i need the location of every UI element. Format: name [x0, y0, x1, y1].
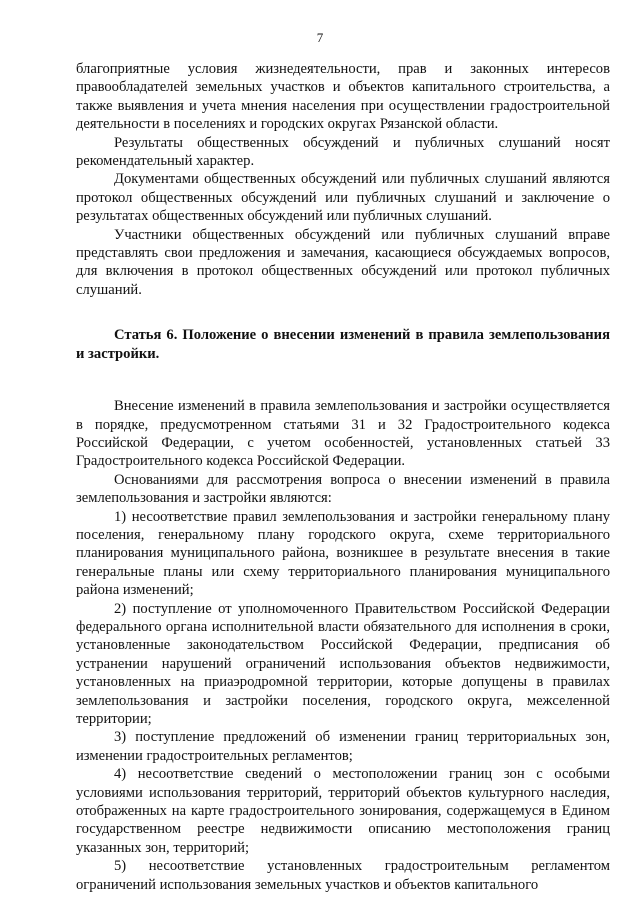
- list-item: 4) несоответствие сведений о местоположении границ зон с особыми условиями использования территорий, территорий объектов культурного наследия, отображенных на карте градостроительного зонирования, содержащемуся в Едином государственном реестре недвижимости описанию местоположения границ указанных зон, территорий;: [76, 766, 610, 856]
- article-heading: Статья 6. Положение о внесении изменений в правила землепользования и застройки.: [76, 327, 610, 362]
- document-body: [76, 60, 610, 894]
- list-item: 1) несоответствие правил землепользования и застройки генеральному плану поселения, генеральному плану городского округа, схеме территориального планирования муниципального района, возникшее в результате внесения в такие генеральные планы или схему территориального планирования муниципального района изменений;: [76, 508, 610, 599]
- paragraph: Основаниями для рассмотрения вопроса о внесении изменений в правила землепользования и застройки являются:: [76, 471, 610, 507]
- list-item: 5) несоответствие установленных градостроительным регламентом ограничений использования земельных участков и объектов капитального: [76, 858, 610, 893]
- list-item: 3) поступление предложений об изменении границ территориальных зон, изменении градостроительных регламентов;: [76, 729, 610, 764]
- page-number: 7: [316, 30, 324, 45]
- paragraph: Внесение изменений в правила землепользования и застройки осуществляется в порядке, предусмотренном статьями 31 и 32 Градостроительного кодекса Российской Федерации, с учетом особенностей, установленных статьей 33 Градостроительного кодекса Российской Федерации.: [76, 398, 610, 470]
- list-item: 2) поступление от уполномоченного Правительством Российской Федерации федерального органа исполнительной власти обязательного для исполнения в сроки, установленные законодательством Российской Федерации, предписания об устранении нарушений ограничений использования объектов недвижимости, установленных на приаэродромной территории, которые допущены в правилах землепользования и застройки поселения, городского округа, межселенной территории;: [76, 600, 610, 727]
- paragraph: Участники общественных обсуждений или публичных слушаний вправе представлять свои предложения и замечания, касающиеся обсуждаемых вопросов, для включения в протокол общественных обсуждений или протокол публичных слушаний.: [76, 226, 610, 298]
- paragraph: Результаты общественных обсуждений и публичных слушаний носят рекомендательный характер.: [76, 134, 610, 170]
- paragraph: Документами общественных обсуждений или публичных слушаний являются протокол общественных обсуждений или публичных слушаний и заключение о результатах общественных обсуждений или публичных слушаний.: [76, 171, 610, 225]
- paragraph: благоприятные условия жизнедеятельности, прав и законных интересов правообладателей земельных участков и объектов капитального строительства, а также выявления и учета мнения населения при осуществлении градостроительной деятельности в поселениях и городских округах Рязанской области.: [76, 61, 610, 133]
